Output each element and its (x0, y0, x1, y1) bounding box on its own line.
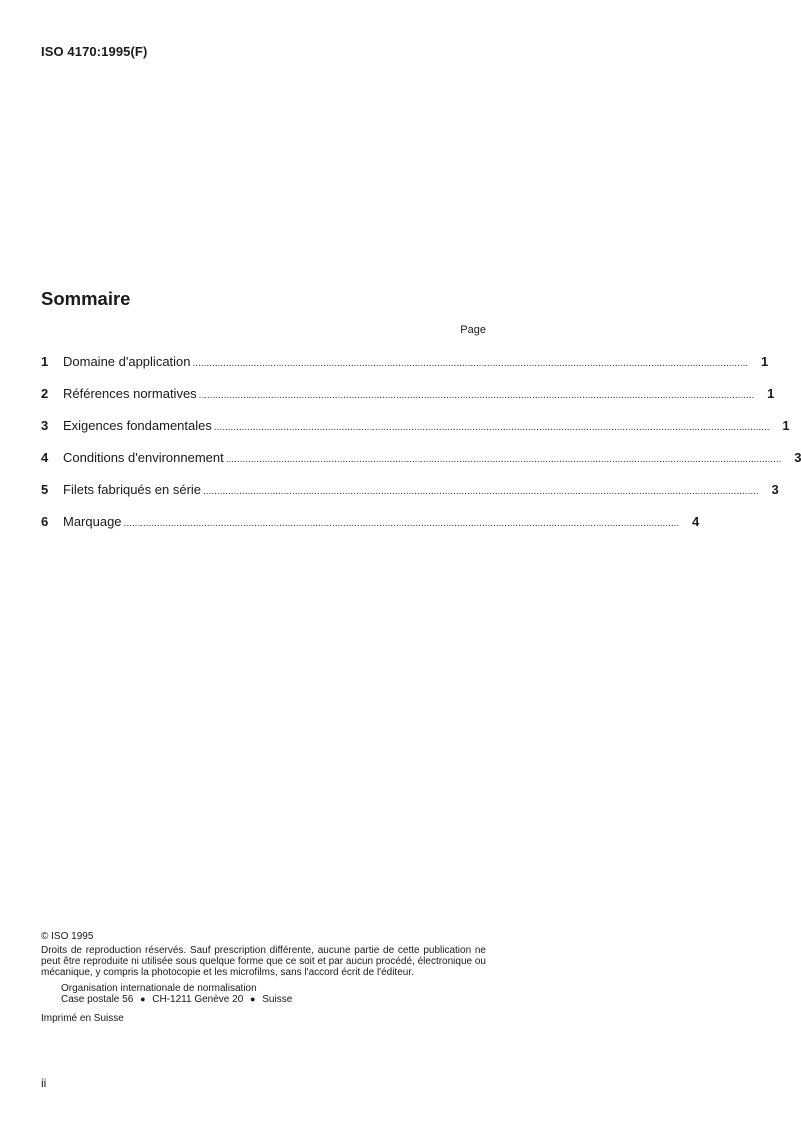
toc-entry-number: 4 (41, 450, 49, 465)
toc-entry-page: 1 (760, 354, 769, 369)
toc-dot-leader: ........................................................................................................................................................................................................ (225, 454, 782, 465)
toc-dot-leader: ........................................................................................................................................................................................................ (123, 518, 680, 529)
table-of-contents (41, 354, 801, 546)
bullet-separator-icon: ● (140, 994, 146, 1004)
toc-entry[interactable] (41, 482, 779, 514)
toc-entry-label: Marquage (63, 514, 122, 529)
address-line (61, 994, 486, 1005)
toc-entry-number: 1 (41, 354, 49, 369)
toc-entry-page: 1 (767, 386, 775, 401)
copyright-notice: © ISO 1995 (41, 931, 94, 942)
toc-dot-leader: ........................................................................................................................................................................................................ (213, 422, 770, 433)
toc-entry[interactable] (41, 514, 700, 546)
address-city: CH-1211 Genève 20 (152, 994, 244, 1005)
toc-entry[interactable] (41, 450, 801, 482)
address-postbox: Case postale 56 (61, 994, 134, 1005)
toc-entry[interactable] (41, 386, 775, 418)
toc-entry-label: Filets fabriqués en série (63, 482, 202, 497)
copyright-block (41, 931, 486, 1024)
toc-entry[interactable] (41, 418, 790, 450)
page-number: ii (41, 1076, 47, 1090)
reproduction-rights-text: Droits de reproduction réservés. Sauf prescription différente, aucune partie de cette publication ne peut être reproduite ni utilisée sous quelque forme que ce soit et par aucun procédé, électronique ou mécanique, y compris la photocopie et les microfilms, sans l'accord écrit de l'éditeur. (41, 945, 486, 978)
organisation-name: Organisation internationale de normalisation (61, 983, 257, 994)
toc-entry-page: 3 (794, 450, 801, 465)
toc-entry-label: Domaine d'application (63, 354, 191, 369)
toc-entry-number: 2 (41, 386, 49, 401)
toc-entry-page: 1 (782, 418, 790, 433)
toc-entry-number: 3 (41, 418, 49, 433)
publisher-address (61, 983, 486, 1005)
toc-entry-number: 6 (41, 514, 49, 529)
toc-entry-page: 3 (771, 482, 779, 497)
toc-entry-label: Exigences fondamentales (63, 418, 212, 433)
toc-dot-leader: ........................................................................................................................................................................................................ (198, 390, 755, 401)
address-country: Suisse (262, 994, 293, 1005)
toc-dot-leader: ........................................................................................................................................................................................................ (203, 486, 759, 497)
printed-in-notice: Imprimé en Suisse (41, 1013, 124, 1024)
toc-dot-leader: ........................................................................................................................................................................................................ (192, 358, 749, 369)
toc-entry-number: 5 (41, 482, 49, 497)
toc-entry-page: 4 (691, 514, 700, 529)
document-identifier: ISO 4170:1995(F) (41, 44, 148, 59)
toc-entry-label: Conditions d'environnement (63, 450, 224, 465)
toc-entry-label: Références normatives (63, 386, 197, 401)
toc-title: Sommaire (41, 288, 131, 309)
bullet-separator-icon: ● (250, 994, 256, 1004)
toc-page-column-label: Page (460, 324, 486, 336)
toc-entry[interactable] (41, 354, 769, 386)
